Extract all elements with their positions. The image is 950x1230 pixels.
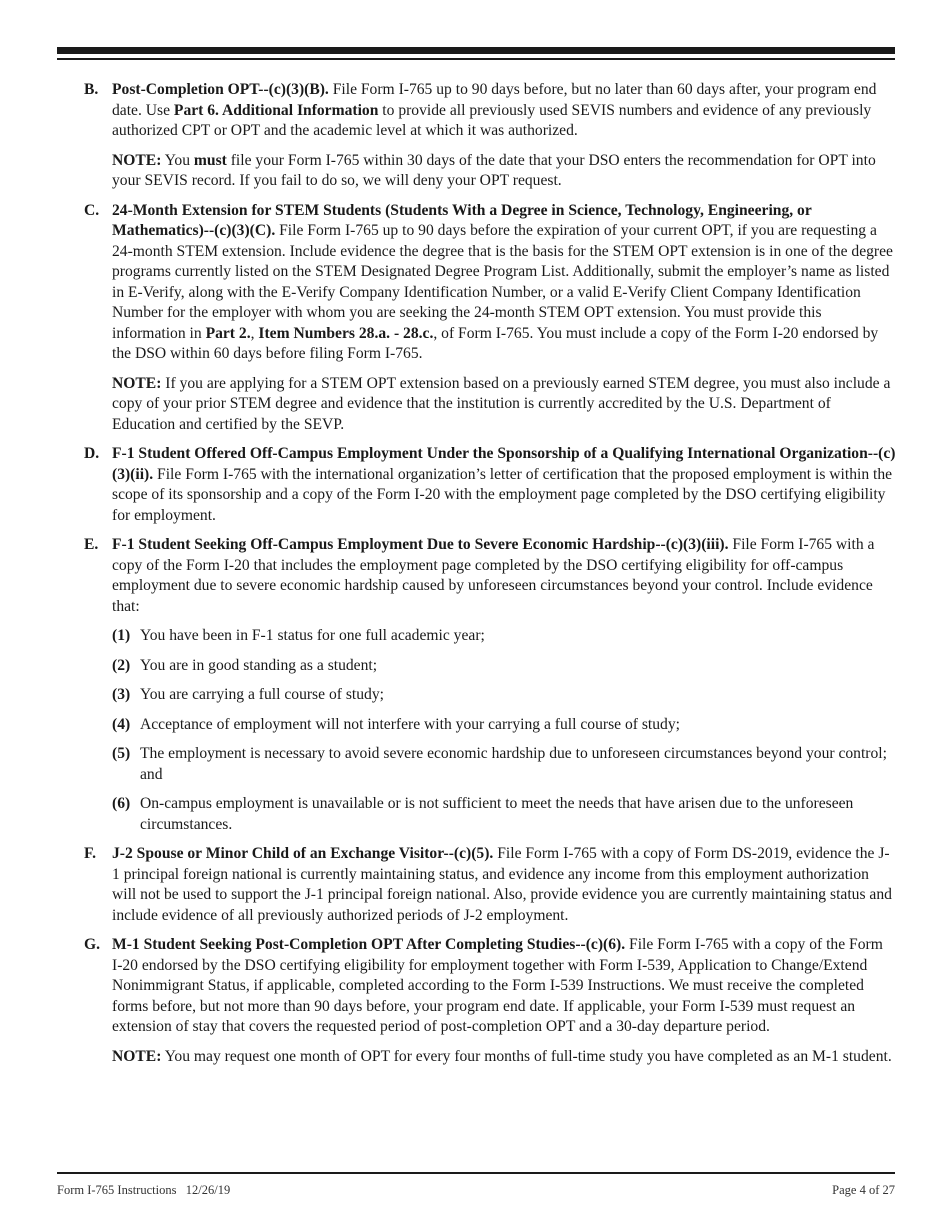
evidence-item-text: Acceptance of employment will not interfere with your carrying a full course of study; [140,715,680,733]
evidence-item [112,715,896,736]
section-letter: F. [84,845,96,862]
instructions-body [84,80,896,1076]
section-d [84,444,896,526]
evidence-item-text: The employment is necessary to avoid severe economic hardship due to unforeseen circumstances beyond your control; and [140,745,887,783]
evidence-item [112,626,896,647]
section-c [84,201,896,436]
section-d-paragraph: F-1 Student Offered Off-Campus Employment Under the Sponsorship of a Qualifying International Organization--(c)(3)(ii). File Form I-765 with the international organization’s letter of certification that the proposed employment is within the scope of its sponsorship and a copy of the Form I-20 with the employment page completed by the DSO certifying eligibility for employment. [112,445,896,524]
section-title: M-1 Student Seeking Post-Completion OPT After Completing Studies--(c)(6). [112,936,626,953]
evidence-item-text: On-campus employment is unavailable or is not sufficient to meet the needs that have arisen due to the unforeseen circumstances. [140,795,854,833]
section-b-paragraph: Post-Completion OPT--(c)(3)(B). File Form I-765 up to 90 days before, but no later than 60 days after, your program end date. Use Part 6. Additional Information to provide all previously used SEVIS numbers and evidence of any previously authorized CPT or OPT and the academic level at which it was authorized. [112,81,877,139]
section-letter: G. [84,936,101,953]
page-number: Page 4 of 27 [832,1183,895,1197]
section-title: 24-Month Extension for STEM Students (Students With a Degree in Science, Technology, Engineering, or Mathematics)--(c)(3)(C). [112,201,812,239]
section-e-paragraph: F-1 Student Seeking Off-Campus Employment Due to Severe Economic Hardship--(c)(3)(iii). File Form I-765 with a copy of the Form I-20 that includes the employment page completed by the DSO certifying eligibility for off-campus employment due to severe economic hardship caused by unforeseen circumstances beyond your control. Include evidence that: [112,536,875,615]
section-e [84,535,896,835]
section-c-paragraph: 24-Month Extension for STEM Students (Students With a Degree in Science, Technology, Engineering, or Mathematics)--(c)(3)(C). File Form I-765 up to 90 days before the expiration of your current OPT, if you are requesting a 24-month STEM extension. Include evidence the degree that is the basis for the STEM OPT extension is in one of the degree programs currently listed on the STEM Designated Degree Program List. Additionally, submit the employer’s name as listed in E-Verify, along with the E-Verify Company Identification Number, or a valid E-Verify Client Company Identification Number for the employer with whom you are seeking the 24-month STEM OPT extension. You must provide this information in Part 2., Item Numbers 28.a. - 28.c., of Form I-765. You must include a copy of the Form I-20 endorsed by the DSO within 60 days before filing Form I-765. [112,201,893,362]
section-b [84,80,896,192]
evidence-item-text: You are in good standing as a student; [140,656,378,674]
section-title: F-1 Student Seeking Off-Campus Employment Due to Severe Economic Hardship--(c)(3)(iii). [112,536,729,553]
evidence-item [112,794,896,835]
section-title: Post-Completion OPT--(c)(3)(B). [112,81,329,98]
section-g [84,935,896,1067]
section-f [84,844,896,926]
section-title: J-2 Spouse or Minor Child of an Exchange Visitor--(c)(5). [112,845,494,862]
section-letter: B. [84,81,99,98]
evidence-item [112,744,896,785]
section-letter: E. [84,536,99,553]
section-b-note: NOTE: You must file your Form I-765 within 30 days of the date that your DSO enters the recommendation for OPT into your SEVIS record. If you fail to do so, we will deny your OPT request. [112,151,876,189]
evidence-item-text: You have been in F-1 status for one full academic year; [140,627,485,644]
section-letter: D. [84,445,100,462]
section-c-note: NOTE: If you are applying for a STEM OPT extension based on a previously earned STEM degree, you must also include a copy of your prior STEM degree and evidence that the institution is currently accredited by the U.S. Department of Education and certified by the SEVP. [112,374,891,433]
section-f-paragraph: J-2 Spouse or Minor Child of an Exchange Visitor--(c)(5). File Form I-765 with a copy of Form DS-2019, evidence the J-1 principal foreign national is currently maintaining status, and evidence any income from this employment authorization will not be used to support the J-1 principal foreign national. Also, provide evidence you are currently maintaining status and include evidence of all previously authorized periods of J-2 employment. [112,845,892,924]
header-thin-rule [57,58,895,60]
section-g-note: NOTE: You may request one month of OPT for every four months of full-time study you have completed as an M-1 student. [112,1047,892,1065]
evidence-item-number: (1) [112,627,131,644]
evidence-item-number: (6) [112,795,131,812]
evidence-item-number: (5) [112,745,131,762]
form-edition-label: Form I-765 Instructions 12/26/19 [57,1183,231,1197]
evidence-item-number: (4) [112,715,131,733]
header-thick-rule [57,47,895,54]
section-letter: C. [84,201,100,219]
evidence-item [112,656,896,677]
footer-rule [57,1172,895,1174]
evidence-item-number: (3) [112,686,131,703]
evidence-item-text: You are carrying a full course of study; [140,686,384,703]
evidence-item [112,685,896,706]
section-g-paragraph: M-1 Student Seeking Post-Completion OPT After Completing Studies--(c)(6). File Form I-765 with a copy of the Form I-20 endorsed by the DSO certifying eligibility for employment together with Form I-539, Application to Change/Extend Nonimmigrant Status, if applicable, completed according to the Form I-539 Instructions. We must receive the completed forms before, but not more than 90 days before, your program end date. If applicable, your Form I-539 must request an extension of stay that covers the requested period of post-completion OPT and a 30-day departure period. [112,936,883,1035]
evidence-item-number: (2) [112,656,131,674]
section-title: F-1 Student Offered Off-Campus Employment Under the Sponsorship of a Qualifying International Organization--(c)(3)(ii). [112,445,896,483]
